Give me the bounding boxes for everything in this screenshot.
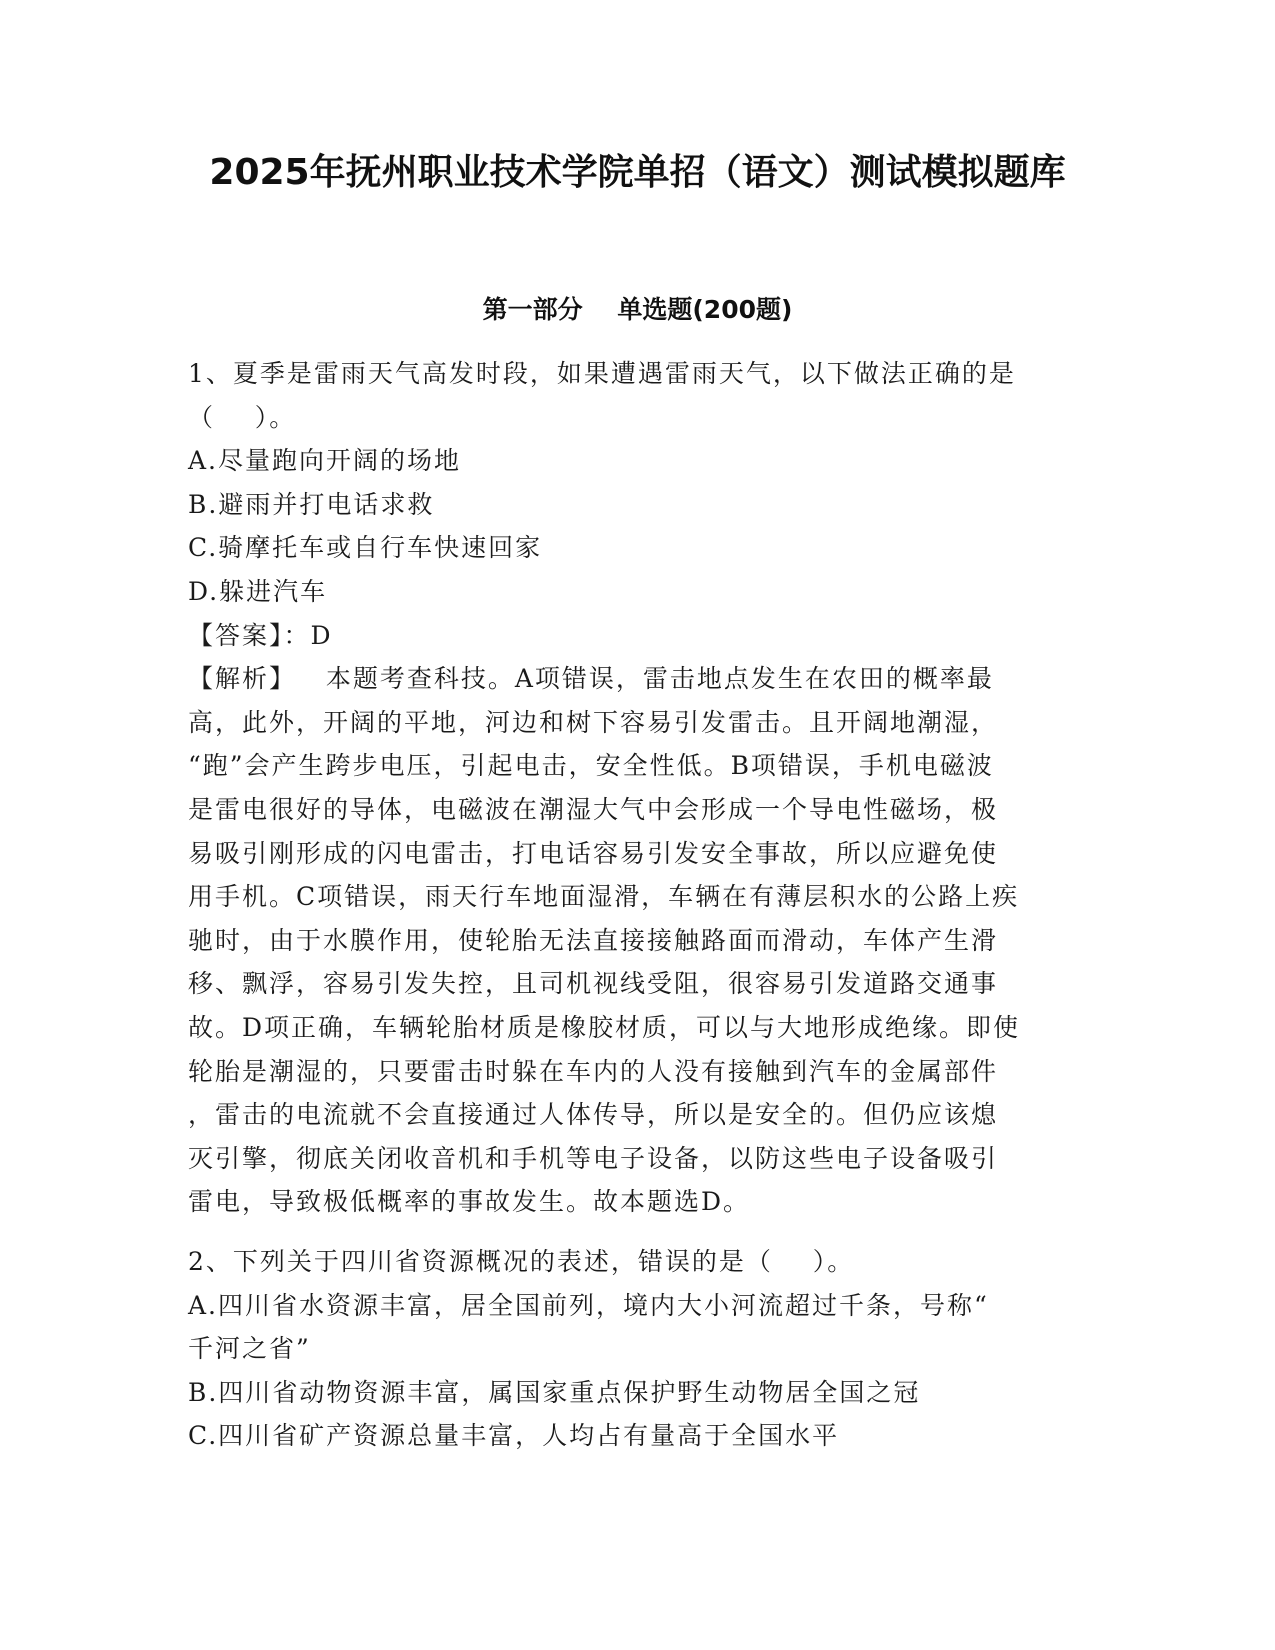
question-2-option-b: B.四川省动物资源丰富，属国家重点保护野生动物居全国之冠 — [188, 1377, 921, 1407]
question-2-option-a-line-2: 千河之省” — [188, 1334, 311, 1364]
question-1-analysis-line-2: 高，此外，开阔的平地，河边和树下容易引发雷击。且开阔地潮湿， — [188, 707, 999, 737]
question-1-analysis-line-8: 移、飘浮，容易引发失控，且司机视线受阻，很容易引发道路交通事 — [188, 969, 999, 999]
question-1-analysis-line-12: 灭引擎，彻底关闭收音机和手机等电子设备，以防这些电子设备吸引 — [188, 1143, 999, 1173]
question-1-analysis-line-13: 雷电，导致极低概率的事故发生。故本题选D。 — [188, 1187, 751, 1217]
question-1-answer: 【答案】：D — [188, 620, 333, 650]
question-1-option-d: D.躲进汽车 — [188, 576, 328, 606]
question-2-option-a-line-1: A.四川省水资源丰富，居全国前列，境内大小河流超过千条，号称“ — [188, 1290, 989, 1320]
question-1-analysis-line-7: 驰时，由于水膜作用，使轮胎无法直接接触路面而滑动，车体产生滑 — [188, 925, 999, 955]
question-1-analysis-line-9: 故。D项正确，车辆轮胎材质是橡胶材质，可以与大地形成绝缘。即使 — [188, 1012, 1021, 1042]
question-1-analysis-line-10: 轮胎是潮湿的，只要雷击时躲在车内的人没有接触到汽车的金属部件 — [188, 1056, 999, 1086]
question-2-stem-line-1: 2、下列关于四川省资源概况的表述，错误的是（ ）。 — [188, 1247, 855, 1276]
section-title: 第一部分 单选题(200题) — [482, 295, 793, 324]
document-title: 2025年抚州职业技术学院单招（语文）测试模拟题库 — [209, 152, 1066, 193]
question-2-option-c: C.四川省矿产资源总量丰富，人均占有量高于全国水平 — [188, 1421, 840, 1451]
question-1-analysis-line-3: “跑”会产生跨步电压，引起电击，安全性低。B项错误，手机电磁波 — [188, 751, 994, 781]
question-1-option-b: B.避雨并打电话求救 — [188, 489, 435, 519]
question-1-analysis-line-6: 用手机。C项错误，雨天行车地面湿滑，车辆在有薄层积水的公路上疾 — [188, 882, 1020, 912]
question-1-analysis-line-4: 是雷电很好的导体，电磁波在潮湿大气中会形成一个导电性磁场，极 — [188, 794, 999, 824]
question-2 — [188, 1240, 1088, 1458]
question-1-option-c: C.骑摩托车或自行车快速回家 — [188, 533, 543, 563]
question-1-analysis-line-5: 易吸引刚形成的闪电雷击，打电话容易引发安全事故，所以应避免使 — [188, 838, 999, 868]
question-1-stem-line-2: （ ）。 — [188, 402, 297, 432]
question-1-option-a: A.尽量跑向开阔的场地 — [188, 446, 462, 476]
question-1-analysis-line-1: 【解析】 本题考查科技。A项错误，雷击地点发生在农田的概率最 — [188, 664, 994, 694]
question-1 — [188, 352, 1088, 1224]
question-1-stem-line-1: 1、夏季是雷雨天气高发时段，如果遭遇雷雨天气，以下做法正确的是 — [188, 359, 1016, 388]
question-1-analysis-line-11: ，雷击的电流就不会直接通过人体传导，所以是安全的。但仍应该熄 — [188, 1100, 999, 1130]
